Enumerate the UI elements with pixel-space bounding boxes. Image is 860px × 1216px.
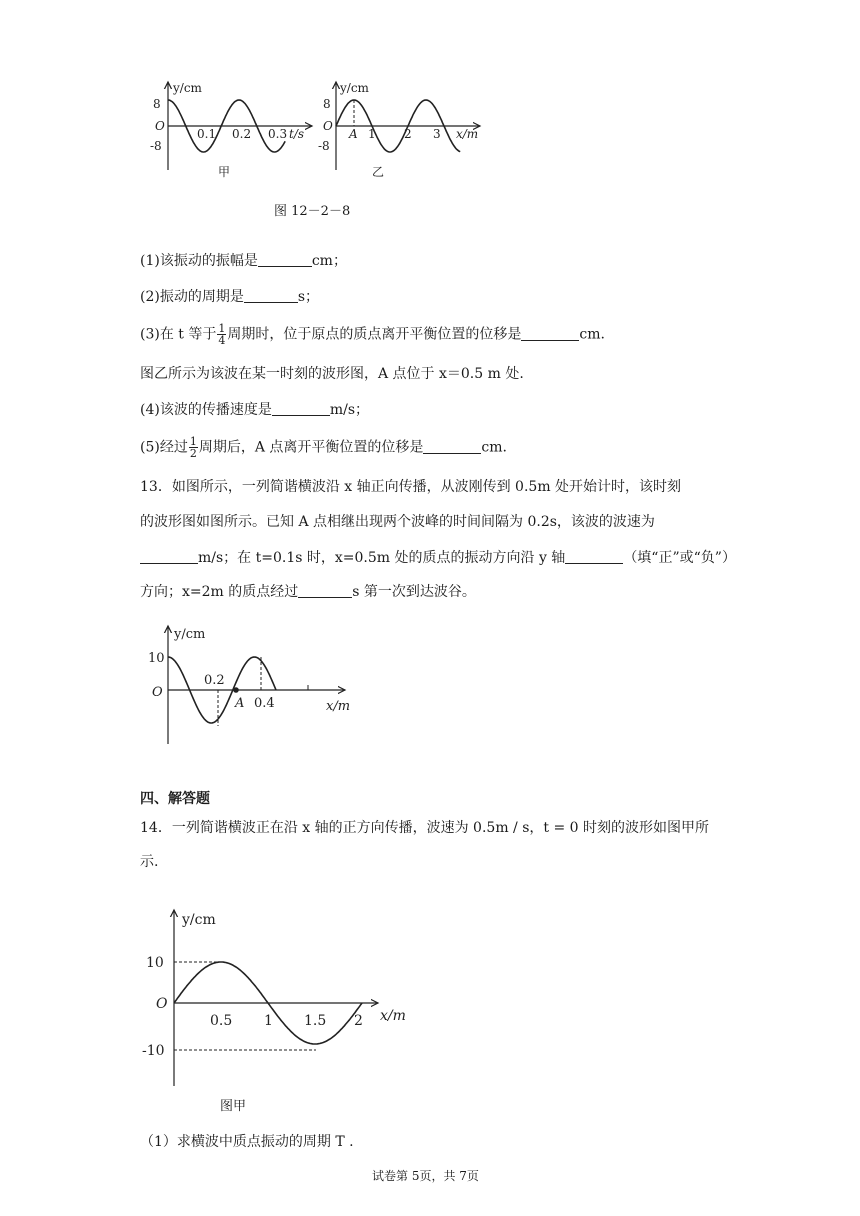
- fraction-one-quarter: $\frac{1}{4}$: [218, 322, 226, 347]
- yi-y-bottom: -8: [318, 139, 330, 153]
- q14-sub-1: （1）求横波中质点振动的周期 T .: [140, 1134, 354, 1150]
- page-footer: 试卷第 5页，共 7页: [372, 1169, 479, 1183]
- q13-point-a: A: [235, 696, 245, 711]
- q13-tick-02: 0.2: [204, 673, 225, 688]
- q14-tick-05: 0.5: [210, 1013, 233, 1029]
- jia-y-top: 8: [153, 97, 161, 111]
- yi-point-a: A: [349, 127, 358, 141]
- q14-tick-2: 2: [354, 1013, 363, 1029]
- q14-y-bottom: -10: [142, 1043, 165, 1059]
- q12-p5-post: cm.: [481, 439, 507, 456]
- q13-line-1: 13．如图所示，一列简谐横波沿 x 轴正向传播，从波刚传到 0.5m 处开始计时，该时刻: [140, 479, 682, 495]
- q12-p1-pre: (1)该振动的振幅是: [140, 253, 258, 269]
- yi-x-label: x/m: [456, 127, 479, 141]
- answer-blank[interactable]: [423, 439, 481, 454]
- q13-line-3: [140, 548, 736, 568]
- figure-jia: [150, 81, 312, 179]
- q14-origin: O: [156, 996, 168, 1012]
- figure-12-2-8: [140, 78, 500, 182]
- q13-tick-04: 0.4: [254, 696, 275, 711]
- q12-p3-mid: 周期时，位于原点的质点离开平衡位置的位移是: [227, 326, 522, 343]
- q12-part-1: [140, 251, 347, 271]
- q13-line-3a: m/s；在 t=0.1s 时，x=0.5m 处的质点的振动方向沿 y 轴: [198, 550, 566, 566]
- answer-blank[interactable]: [258, 252, 312, 267]
- answer-blank[interactable]: [244, 288, 298, 303]
- q12-p5-mid: 周期后，A 点离开平衡位置的位移是: [198, 439, 424, 456]
- jia-caption: 甲: [218, 165, 231, 179]
- q12-p3-pre: (3)在 t 等于: [140, 326, 217, 343]
- jia-tick-3: 0.3: [268, 127, 288, 141]
- q12-p4-pre: (4)该波的传播速度是: [140, 402, 272, 418]
- q13-x-label: x/m: [326, 699, 351, 714]
- q13-figure: [140, 620, 370, 750]
- figure-caption: 图 12－2－8: [274, 204, 351, 219]
- q14-tick-15: 1.5: [304, 1013, 327, 1029]
- jia-tick-1: 0.1: [197, 127, 217, 141]
- yi-caption: 乙: [372, 165, 385, 179]
- yi-tick-3: 3: [433, 127, 441, 141]
- q14-x-label: x/m: [380, 1008, 406, 1024]
- q12-p1-post: cm；: [311, 253, 347, 269]
- yi-origin: O: [323, 119, 333, 133]
- yi-y-top: 8: [323, 97, 331, 111]
- answer-blank[interactable]: [272, 401, 330, 416]
- figure-yi: [318, 81, 480, 179]
- q14-tick-1: 1: [264, 1013, 273, 1029]
- q12-part-3: [140, 323, 605, 346]
- q13-y-top: 10: [148, 651, 165, 666]
- q12-part-2: [140, 287, 319, 307]
- q14-line-2: 示.: [140, 854, 159, 870]
- q13-line-3b: （填“正”或“负”）: [623, 550, 736, 566]
- jia-y-bottom: -8: [150, 139, 162, 153]
- q12-p2-pre: (2)振动的周期是: [140, 289, 244, 305]
- yi-y-label: y/cm: [340, 81, 369, 95]
- q13-line-4b: s 第一次到达波谷。: [352, 584, 476, 600]
- q12-yi-description: 图乙所示为该波在某一时刻的波形图，A 点位于 x＝0.5 m 处.: [140, 366, 524, 382]
- q14-y-top: 10: [146, 955, 164, 971]
- jia-x-label: t/s: [289, 127, 305, 141]
- q13-line-4a: 方向；x=2m 的质点经过: [140, 584, 299, 600]
- q12-p2-post: s；: [297, 289, 320, 305]
- answer-blank[interactable]: [298, 583, 352, 598]
- q14-figure-caption: 图甲: [220, 1099, 247, 1114]
- section-title: 四、解答题: [140, 791, 210, 807]
- q13-point-a-marker: [233, 687, 239, 693]
- q13-line-2: 的波形图如图所示。已知 A 点相继出现两个波峰的时间间隔为 0.2s，该波的波速为: [140, 514, 655, 530]
- q12-p3-post: cm.: [579, 326, 605, 343]
- answer-blank[interactable]: [140, 549, 198, 564]
- q12-p5-pre: (5)经过: [140, 439, 188, 456]
- answer-blank[interactable]: [565, 549, 623, 564]
- q13-y-label: y/cm: [174, 627, 206, 642]
- jia-y-label: y/cm: [173, 81, 202, 95]
- yi-tick-1: 1: [368, 127, 376, 141]
- fraction-one-half: $\frac{1}{2}$: [189, 435, 197, 460]
- jia-origin: O: [155, 119, 165, 133]
- q12-p4-post: m/s；: [329, 402, 370, 418]
- q14-figure: [140, 900, 430, 1100]
- q12-part-4: [140, 400, 369, 420]
- q12-part-5: [140, 436, 507, 459]
- answer-blank[interactable]: [521, 326, 579, 341]
- yi-tick-2: 2: [404, 127, 412, 141]
- q14-line-1: 14．一列简谐横波正在沿 x 轴的正方向传播，波速为 0.5m / s，t = 0 时刻的波形如图甲所: [140, 820, 710, 836]
- q14-y-label: y/cm: [182, 912, 216, 928]
- q13-line-4: [140, 582, 476, 602]
- jia-tick-2: 0.2: [232, 127, 252, 141]
- q13-origin: O: [152, 685, 163, 700]
